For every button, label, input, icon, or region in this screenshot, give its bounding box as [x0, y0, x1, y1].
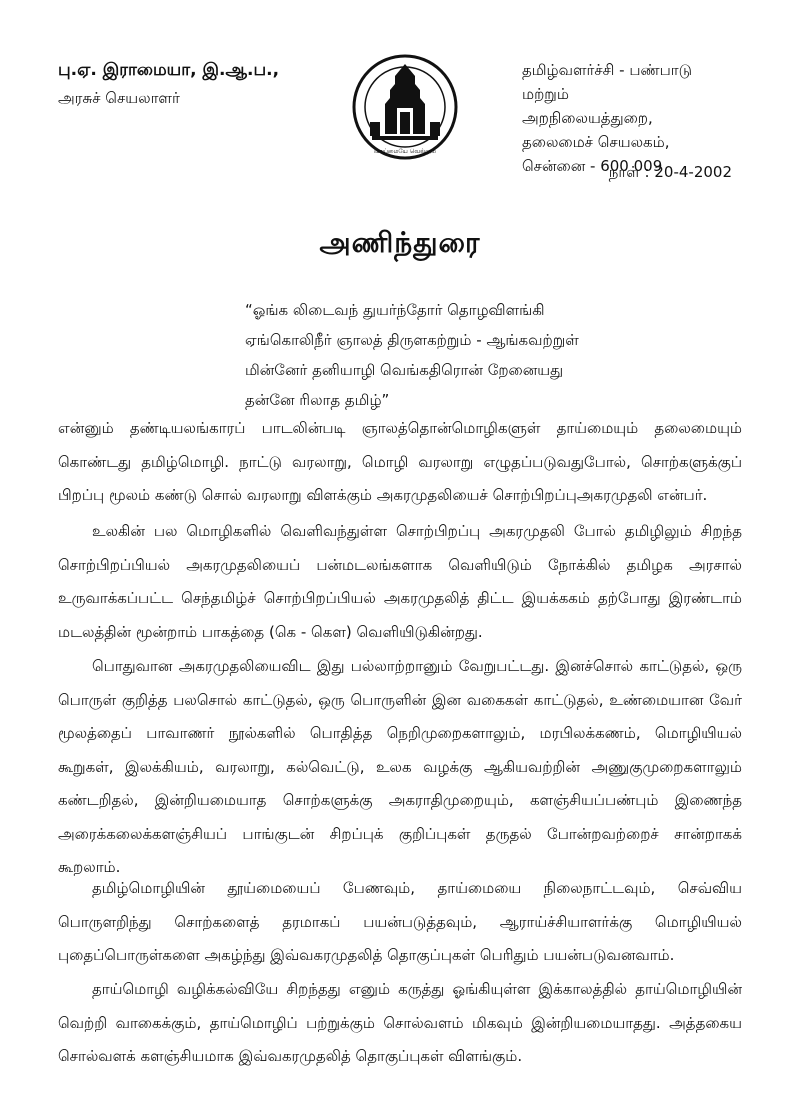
- paragraph-4: தமிழ்மொழியின் தூய்மையைப் பேணவும், தாய்மையை நிலைநாட்டவும், செவ்விய பொருளறிந்து சொற்களைத் தரமாகப் பயன்படுத்தவும், ஆராய்ச்சியாளர்க்கு மொழியியல் புதைப்பொருள்களை அகழ்ந்து இவ்வகரமுதலித் தொகுப்புகள் பெரிதும் பயன்படுவனவாம்.: [58, 879, 742, 964]
- paragraph-5: தாய்மொழி வழிக்கல்வியே சிறந்தது எனும் கருத்து ஓங்கியுள்ள இக்காலத்தில் தாய்மொழியின் வெற்றி வாகைக்கும், தாய்மொழிப் பற்றுக்கும் சொல்வளம் மிகவும் இன்றியமையாதது. அத்தகைய சொல்வளக் களஞ்சியமாக இவ்வகரமுதலித் தொகுப்புகள் விளங்கும்.: [58, 980, 742, 1065]
- paragraph-2: உலகின் பல மொழிகளில் வெளிவந்துள்ள சொற்பிறப்பு அகரமுதலி போல் தமிழிலும் சிறந்த சொற்பிறப்பியல் அகரமுதலியைப் பன்மடலங்களாக வெளியிடும் நோக்கில் தமிழக அரசால் உருவாக்கப்பட்ட செந்தமிழ்ச் சொற்பிறப்பியல் அகரமுதலித் திட்ட இயக்ககம் தற்போது இரண்டாம் மடலத்தின் மூன்றாம் பாகத்தை (கெ - கௌ) வெளியிடுகின்றது.: [58, 522, 742, 641]
- letter-date: நாள் : 20-4-2002: [608, 163, 732, 181]
- address-line: அறநிலையத்துறை,: [522, 109, 653, 127]
- tamil-nadu-seal-icon: [350, 52, 460, 162]
- poem-line: “ஓங்க லிடைவந் துயர்ந்தோர் தொழவிளங்கி: [245, 301, 545, 319]
- address-line: சென்னை - 600 009: [522, 157, 663, 175]
- sender-block: [58, 58, 279, 110]
- poem-line: ஏங்கொலிநீர் ஞாலத் திருளகற்றும் - ஆங்கவற்றுள்: [245, 331, 579, 349]
- paragraph-1: என்னும் தண்டியலங்காரப் பாடலின்படி ஞாலத்தொன்மொழிகளுள் தாய்மையும் தலைமையும் கொண்டது தமிழ்மொழி. நாட்டு வரலாறு, மொழி வரலாறு எழுதப்படுவதுபோல், சொற்களுக்குப் பிறப்பு மூலம் கண்டு சொல் வரலாறு விளக்கும் அகரமுதலியைச் சொற்பிறப்புஅகரமுதலி என்பர்.: [58, 419, 742, 504]
- office-address: [522, 58, 732, 178]
- address-line: தமிழ்வளர்ச்சி - பண்பாடு மற்றும்: [522, 61, 692, 103]
- page-title: அணிந்துரை: [319, 226, 481, 259]
- poem-line: தன்னே ரிலாத தமிழ்”: [245, 391, 390, 409]
- poem-quote: [245, 295, 579, 415]
- poem-line: மின்னேர் தனியாழி வெங்கதிரொன் றேனையது: [245, 361, 564, 379]
- sender-name: பு.ஏ. இராமையா, இ.ஆ.ப.,: [58, 60, 280, 80]
- sender-role: அரசுச் செயலாளர்: [58, 89, 180, 107]
- address-line: தலைமைச் செயலகம்,: [522, 133, 670, 151]
- paragraph-3: பொதுவான அகரமுதலியைவிட இது பல்லாற்றானும் வேறுபட்டது. இனச்சொல் காட்டுதல், ஒரு பொருள் குறித்த பலசொல் காட்டுதல், ஒரு பொருளின் இன வகைகள் காட்டுதல், உண்மையான வேர் மூலத்தைப் பாவாணர் நூல்களில் பொதித்த நெறிமுறைகளாலும், மரபிலக்கணம், மொழியியல் கூறுகள், இலக்கியம், வரலாறு, கல்வெட்டு, உலக வழக்கு ஆகியவற்றின் அணுகுமுறைகளாலும் கண்டறிதல், இன்றியமையாத சொற்களுக்கு அகராதிமுறையும், களஞ்சியப்பண்பும் இணைந்த அரைக்கலைக்களஞ்சியப் பாங்குடன் சிறப்புக் குறிப்புகள் தருதல் போன்றவற்றைச் சான்றாகக் கூறலாம்.: [58, 657, 742, 876]
- svg-text:வாய்மையே வெல்லும்: வாய்மையே வெல்லும்: [373, 148, 437, 155]
